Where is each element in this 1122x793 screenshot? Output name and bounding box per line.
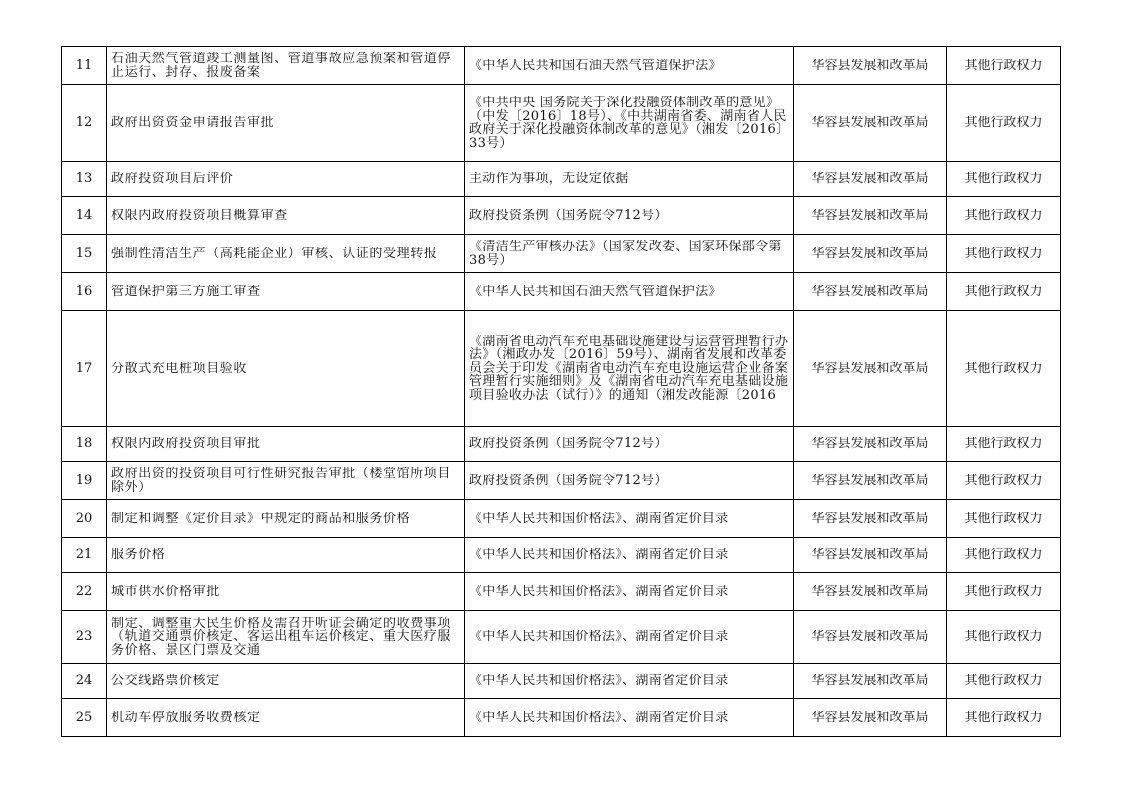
item-name: 机动车停放服务收费核定 [111,710,261,725]
department-cell [794,611,947,664]
table-row [62,311,1061,427]
item-name: 分散式充电桩项目验收 [111,361,248,376]
item-name-cell [107,85,465,162]
department: 华容县发展和改革局 [811,172,929,186]
item-name-cell [107,311,465,427]
power-type: 其他行政权力 [964,584,1043,599]
row-number-cell [62,538,107,573]
item-name: 权限内政府投资项目概算审查 [111,208,288,223]
department-cell [794,85,947,162]
legal-basis-cell [465,311,794,427]
legal-basis: 政府投资条例（国务院令712号） [469,437,668,451]
department: 华容县发展和改革局 [811,710,929,725]
rights-list-table [61,46,1061,737]
department: 华容县发展和改革局 [811,437,929,451]
table-row [62,500,1061,538]
legal-basis-cell [465,699,794,737]
department: 华容县发展和改革局 [811,584,929,599]
department-cell [794,162,947,197]
department-cell [794,235,947,273]
table-row [62,197,1061,235]
row-number: 14 [75,208,93,223]
table-row [62,427,1061,462]
legal-basis: 《中华人民共和国价格法》、湖南省定价目录 [469,584,729,599]
legal-basis-cell [465,427,794,462]
row-number: 15 [75,246,93,261]
power-type-cell [947,47,1061,85]
row-number-cell [62,311,107,427]
power-type-cell [947,611,1061,664]
department-cell [794,311,947,427]
legal-basis: 政府投资条例（国务院令712号） [469,473,668,488]
row-number-cell [62,462,107,500]
power-type-cell [947,162,1061,197]
item-name: 政府投资项目后评价 [111,172,234,186]
power-type: 其他行政权力 [964,473,1043,488]
legal-basis: 《中华人民共和国价格法》、湖南省定价目录 [469,630,729,644]
legal-basis-cell [465,664,794,699]
legal-basis-cell [465,47,794,85]
department-cell [794,47,947,85]
row-number: 18 [75,437,93,451]
department: 华容县发展和改革局 [811,116,929,130]
legal-basis: 《中共中央 国务院关于深化投融资体制改革的意见》（中发〔2016〕18号）、《中共湖南省委、湖南省人民政府关于深化投融资体制改革的意见》（湘发〔2016〕33号） [469,96,787,150]
legal-basis: 主动作为事项，无设定依据 [469,172,629,186]
legal-basis-cell [465,273,794,311]
item-name: 政府出资的投资项目可行性研究报告审批（楼堂馆所项目除外） [111,467,452,494]
row-number-cell [62,500,107,538]
department-cell [794,500,947,538]
legal-basis: 政府投资条例（国务院令712号） [469,208,668,223]
power-type: 其他行政权力 [964,172,1043,186]
power-type-cell [947,197,1061,235]
legal-basis-cell [465,235,794,273]
table-body [62,47,1061,737]
row-number-cell [62,427,107,462]
department: 华容县发展和改革局 [811,511,929,526]
legal-basis: 《中华人民共和国价格法》、湖南省定价目录 [469,674,729,688]
department-cell [794,664,947,699]
department: 华容县发展和改革局 [811,674,929,688]
item-name-cell [107,573,465,611]
power-type: 其他行政权力 [964,116,1043,130]
item-name: 城市供水价格审批 [111,584,220,599]
item-name: 公交线路票价核定 [111,674,220,688]
power-type-cell [947,235,1061,273]
table-row [62,235,1061,273]
table-row [62,162,1061,197]
department: 华容县发展和改革局 [811,246,929,261]
row-number-cell [62,664,107,699]
legal-basis: 《中华人民共和国价格法》、湖南省定价目录 [469,548,729,562]
row-number: 22 [75,584,93,599]
power-type-cell [947,462,1061,500]
power-type: 其他行政权力 [964,710,1043,725]
row-number-cell [62,85,107,162]
item-name-cell [107,500,465,538]
table-row [62,462,1061,500]
row-number: 13 [75,172,93,186]
item-name-cell [107,699,465,737]
item-name: 制定和调整《定价目录》中规定的商品和服务价格 [111,511,411,526]
power-type-cell [947,573,1061,611]
row-number: 12 [75,116,93,130]
row-number: 16 [75,284,93,299]
power-type-cell [947,538,1061,573]
power-type: 其他行政权力 [964,246,1043,261]
power-type: 其他行政权力 [964,284,1043,299]
department-cell [794,197,947,235]
table-row [62,699,1061,737]
item-name-cell [107,664,465,699]
item-name: 服务价格 [111,548,166,562]
department-cell [794,427,947,462]
item-name: 强制性清洁生产（高耗能企业）审核、认证的受理转报 [111,246,438,261]
legal-basis: 《中华人民共和国价格法》、湖南省定价目录 [469,511,729,526]
table-row [62,573,1061,611]
legal-basis-cell [465,162,794,197]
department: 华容县发展和改革局 [811,361,929,376]
department-cell [794,462,947,500]
item-name: 权限内政府投资项目审批 [111,437,261,451]
department-cell [794,699,947,737]
row-number-cell [62,573,107,611]
row-number: 17 [75,361,93,376]
power-type-cell [947,273,1061,311]
item-name-cell [107,273,465,311]
item-name: 政府出资资金申请报告审批 [111,116,275,130]
legal-basis-cell [465,538,794,573]
row-number: 25 [75,710,93,725]
table-row [62,611,1061,664]
power-type-cell [947,427,1061,462]
power-type: 其他行政权力 [964,437,1043,451]
table-row [62,273,1061,311]
department-cell [794,538,947,573]
power-type: 其他行政权力 [964,548,1043,562]
item-name: 制定、调整重大民生价格及需召开听证会确定的收费事项（轨道交通票价核定、客运出租车运价核定、重大医疗服务价格、景区门票及交通 [111,616,452,658]
department: 华容县发展和改革局 [811,630,929,644]
legal-basis-cell [465,197,794,235]
row-number-cell [62,162,107,197]
table-row [62,85,1061,162]
row-number-cell [62,273,107,311]
legal-basis: 《清洁生产审核办法》（国家发改委、国家环保部令第38号） [469,240,782,267]
row-number: 19 [75,473,93,488]
item-name-cell [107,235,465,273]
row-number-cell [62,235,107,273]
table-row [62,47,1061,85]
legal-basis-cell [465,462,794,500]
legal-basis: 《中华人民共和国价格法》、湖南省定价目录 [469,710,729,725]
legal-basis-cell [465,573,794,611]
item-name-cell [107,538,465,573]
department-cell [794,573,947,611]
item-name: 管道保护第三方施工审查 [111,284,261,299]
power-type-cell [947,699,1061,737]
legal-basis: 《中华人民共和国石油天然气管道保护法》 [469,58,722,73]
legal-basis: 《湖南省电动汽车充电基础设施建设与运营管理暂行办法》（湘政办发〔2016〕59号）、湖南省发展和改革委员会关于印发《湖南省电动汽车充电设施运营企业备案管理暂行实施细则》及《湖南省电动汽车充电基础设施项目验收办法（试行）》的通知（湘发改能源〔2016 [469,334,789,403]
department: 华容县发展和改革局 [811,548,929,562]
legal-basis-cell [465,500,794,538]
row-number: 21 [75,548,93,562]
row-number: 20 [75,511,93,526]
power-type: 其他行政权力 [964,58,1043,73]
item-name-cell [107,462,465,500]
department-cell [794,273,947,311]
row-number-cell [62,699,107,737]
department: 华容县发展和改革局 [811,284,929,299]
power-type-cell [947,85,1061,162]
item-name-cell [107,197,465,235]
row-number: 23 [75,630,93,644]
department: 华容县发展和改革局 [811,208,929,223]
power-type-cell [947,664,1061,699]
item-name-cell [107,611,465,664]
power-type: 其他行政权力 [964,630,1043,644]
department: 华容县发展和改革局 [811,58,929,73]
table-row [62,538,1061,573]
row-number: 24 [75,674,93,688]
item-name-cell [107,162,465,197]
legal-basis: 《中华人民共和国石油天然气管道保护法》 [469,284,722,299]
legal-basis-cell [465,85,794,162]
row-number-cell [62,611,107,664]
power-type-cell [947,500,1061,538]
legal-basis-cell [465,611,794,664]
row-number-cell [62,197,107,235]
item-name-cell [107,427,465,462]
power-type: 其他行政权力 [964,674,1043,688]
item-name-cell [107,47,465,85]
row-number-cell [62,47,107,85]
power-type: 其他行政权力 [964,511,1043,526]
power-type: 其他行政权力 [964,361,1043,376]
row-number: 11 [75,58,93,73]
table-row [62,664,1061,699]
department: 华容县发展和改革局 [811,473,929,488]
power-type: 其他行政权力 [964,208,1043,223]
power-type-cell [947,311,1061,427]
item-name: 石油天然气管道竣工测量图、管道事故应急预案和管道停止运行、封存、报废备案 [111,52,452,79]
